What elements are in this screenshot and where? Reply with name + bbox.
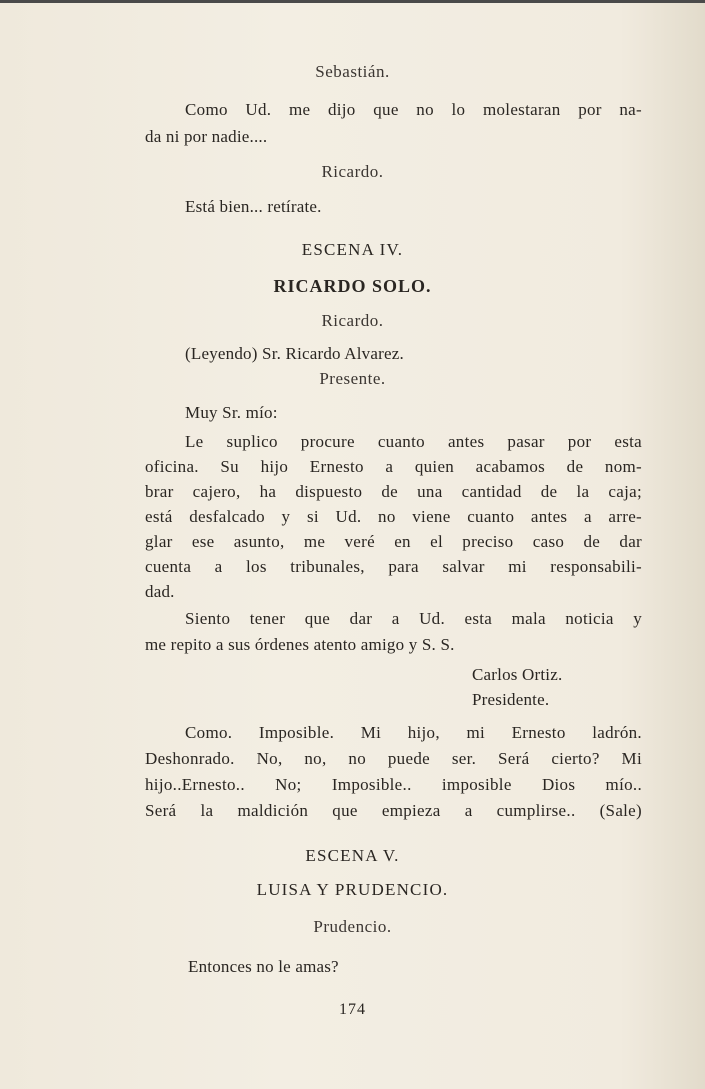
scene-cast-5: LUISA Y PRUDENCIO.: [256, 880, 449, 899]
signature-title: Presidente.: [472, 690, 550, 709]
signature-name: Carlos Ortiz.: [472, 665, 563, 684]
sebastian-line-1: Como Ud. me dijo que no lo molestaran por na-: [185, 100, 642, 119]
speaker-prudencio: Prudencio.: [313, 917, 392, 936]
monologue-line: Será la maldición que empieza a cumplirse.. (Sale): [145, 801, 642, 820]
scene-heading-4: ESCENA IV.: [301, 240, 404, 259]
sebastian-line-2: da ni por nadie....: [145, 127, 268, 146]
letter-line: dad.: [145, 582, 175, 601]
monologue-line: hijo..Ernesto.. No; Imposible.. imposible Dios mío..: [145, 775, 642, 794]
ricardo-line: Está bien... retírate.: [185, 197, 322, 216]
letter-line: cuenta a los tribunales, para salvar mi responsabili-: [145, 557, 642, 576]
letter-line: está desfalcado y si Ud. no viene cuanto antes a arre-: [145, 507, 642, 526]
speaker-sebastian: Sebastián.: [315, 62, 390, 81]
monologue-line: Deshonrado. No, no, no puede ser. Será cierto? Mi: [145, 749, 642, 768]
page-number: 174: [339, 1001, 366, 1018]
scene-heading-5: ESCENA V.: [305, 846, 400, 865]
letter-line: oficina. Su hijo Ernesto a quien acabamos de nom-: [145, 457, 642, 476]
monologue-line: Como. Imposible. Mi hijo, mi Ernesto ladrón.: [185, 723, 642, 742]
letter-line: glar ese asunto, me veré en el preciso caso de dar: [145, 532, 642, 551]
letter-line: Siento tener que dar a Ud. esta mala noticia y: [185, 609, 642, 628]
letter-line: me repito a sus órdenes atento amigo y S. S.: [145, 635, 455, 654]
presente-line: Presente.: [319, 369, 386, 388]
prudencio-line: Entonces no le amas?: [188, 957, 339, 976]
speaker-ricardo: Ricardo.: [321, 162, 384, 181]
letter-line: Le suplico procure cuanto antes pasar por esta: [185, 432, 642, 451]
letter-salutation: Muy Sr. mío:: [185, 403, 278, 422]
reading-line: (Leyendo) Sr. Ricardo Alvarez.: [185, 344, 404, 363]
letter-line: brar cajero, ha dispuesto de una cantidad de la caja;: [145, 482, 642, 501]
scene-cast-4: RICARDO SOLO.: [273, 276, 432, 296]
speaker-ricardo-2: Ricardo.: [321, 311, 384, 330]
